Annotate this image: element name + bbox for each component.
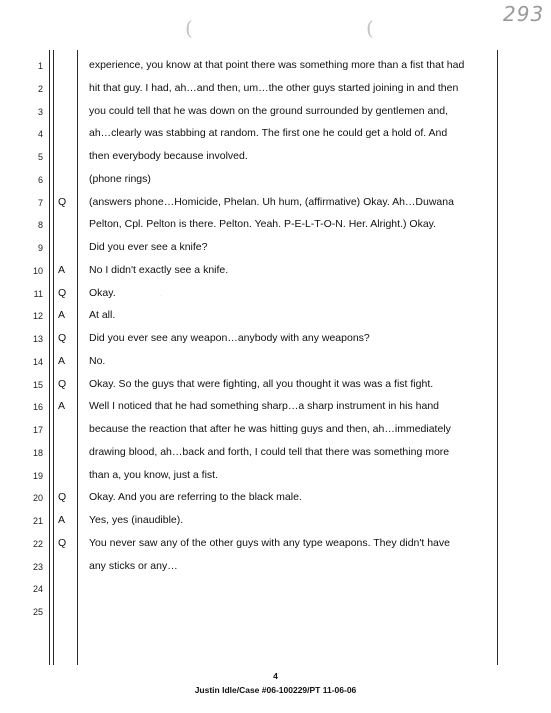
page-number: 4: [273, 671, 278, 681]
line-text: No.: [89, 354, 106, 367]
line-text: (phone rings): [89, 172, 151, 185]
transcript-line: [0, 376, 551, 398]
transcript-line: [0, 580, 551, 602]
line-text: Yes, yes (inaudible).: [89, 514, 184, 526]
line-number: 5: [37, 152, 43, 162]
line-text: No I didn't exactly see a knife.: [89, 263, 229, 276]
transcript-line: [0, 80, 551, 102]
speaker-label: Q: [58, 491, 67, 504]
line-text: any sticks or any…: [89, 559, 178, 572]
transcript-line: [0, 194, 551, 216]
line-number: 20: [32, 493, 43, 504]
transcript-line: [0, 330, 551, 352]
speaker-label: A: [58, 514, 66, 526]
transcript-line: [0, 353, 551, 375]
line-number: 21: [32, 516, 43, 526]
line-number: 8: [37, 220, 43, 231]
transcript-line: [0, 239, 551, 261]
speaker-label: Q: [58, 332, 67, 344]
transcript-line: [0, 125, 551, 147]
line-number: 14: [32, 356, 43, 367]
handwritten-page-stamp: 293: [503, 2, 545, 26]
line-number: 6: [37, 174, 43, 185]
line-number: 22: [32, 538, 43, 549]
line-number: 11: [33, 288, 43, 299]
speaker-label: Q: [58, 377, 67, 390]
line-number: 2: [37, 83, 43, 94]
line-number: 15: [32, 379, 43, 390]
transcript-line: [0, 148, 551, 170]
scan-speck: ·: [160, 292, 163, 299]
transcript-line: [0, 558, 551, 580]
speaker-label: A: [58, 354, 66, 367]
speaker-label: A: [58, 400, 66, 413]
transcript-line: [0, 489, 551, 511]
line-number: 13: [32, 334, 43, 344]
hole-punch-mark: (: [185, 16, 193, 40]
line-text: hit that guy. I had, ah…and then, um…the other guys started joining in and then: [89, 81, 459, 94]
transcript-line: [0, 262, 551, 284]
transcript-line: [0, 467, 551, 489]
line-number: 18: [32, 447, 43, 458]
transcript-line: [0, 216, 551, 238]
line-text: ah…clearly was stabbing at random. The first one he could get a hold of. And: [89, 127, 448, 140]
transcript-line: [0, 57, 551, 79]
line-text: Okay.: [89, 286, 116, 299]
line-number: 12: [32, 311, 43, 322]
line-text: Okay. So the guys that were fighting, all you thought it was was a fist fight.: [89, 377, 434, 390]
speaker-label: A: [58, 263, 66, 276]
hole-punch-mark: (: [366, 16, 374, 40]
speaker-label: Q: [58, 536, 67, 549]
transcript-line: [0, 103, 551, 125]
transcript-line: [0, 421, 551, 443]
transcript-line: [0, 535, 551, 557]
line-number: 24: [32, 584, 43, 595]
case-footer: Justin Idle/Case #06-100229/PT 11-06-06: [194, 685, 357, 695]
speaker-label: Q: [58, 286, 67, 299]
line-number: 10: [32, 265, 43, 276]
line-text: At all.: [89, 309, 116, 322]
line-text: Pelton, Cpl. Pelton is there. Pelton. Yeah. P-E-L-T-O-N. Her. Alright.) Okay.: [89, 218, 437, 231]
line-text: you could tell that he was down on the ground surrounded by gentlemen and,: [89, 104, 448, 117]
line-text: drawing blood, ah…back and forth, I could tell that there was something more: [89, 445, 450, 458]
line-text: You never saw any of the other guys with any type weapons. They didn't have: [89, 536, 450, 549]
line-number: 17: [32, 425, 43, 435]
transcript-line: [0, 603, 551, 625]
line-text: than a, you know, just a fist.: [89, 468, 218, 481]
line-number: 16: [32, 402, 43, 413]
line-number: 4: [37, 129, 43, 140]
line-number: 25: [32, 607, 43, 617]
line-text: (answers phone…Homicide, Phelan. Uh hum, (affirmative) Okay. Ah…Duwana: [89, 195, 454, 208]
transcript-line: [0, 285, 551, 307]
line-text: Did you ever see a knife?: [89, 241, 208, 253]
transcript-line: [0, 171, 551, 193]
line-text: because the reaction that after he was hitting guys and then, ah…immediately: [89, 423, 451, 435]
line-number: 1: [37, 61, 43, 71]
line-number: 9: [37, 243, 43, 253]
line-text: Well I noticed that he had something sharp…a sharp instrument in his hand: [89, 400, 440, 413]
transcript-line: [0, 512, 551, 534]
transcript-line: [0, 307, 551, 329]
speaker-label: Q: [58, 195, 67, 208]
line-number: 7: [37, 197, 43, 208]
line-number: 3: [37, 106, 43, 117]
line-text: then everybody because involved.: [89, 150, 248, 162]
line-text: Okay. And you are referring to the black male.: [89, 491, 302, 504]
line-text: Did you ever see any weapon…anybody with any weapons?: [89, 332, 370, 344]
line-number: 19: [32, 470, 43, 481]
transcript-line: [0, 444, 551, 466]
line-number: 23: [32, 561, 43, 572]
transcript-line: [0, 398, 551, 420]
speaker-label: A: [58, 309, 66, 322]
line-text: experience, you know at that point there was something more than a fist that had: [89, 59, 465, 71]
